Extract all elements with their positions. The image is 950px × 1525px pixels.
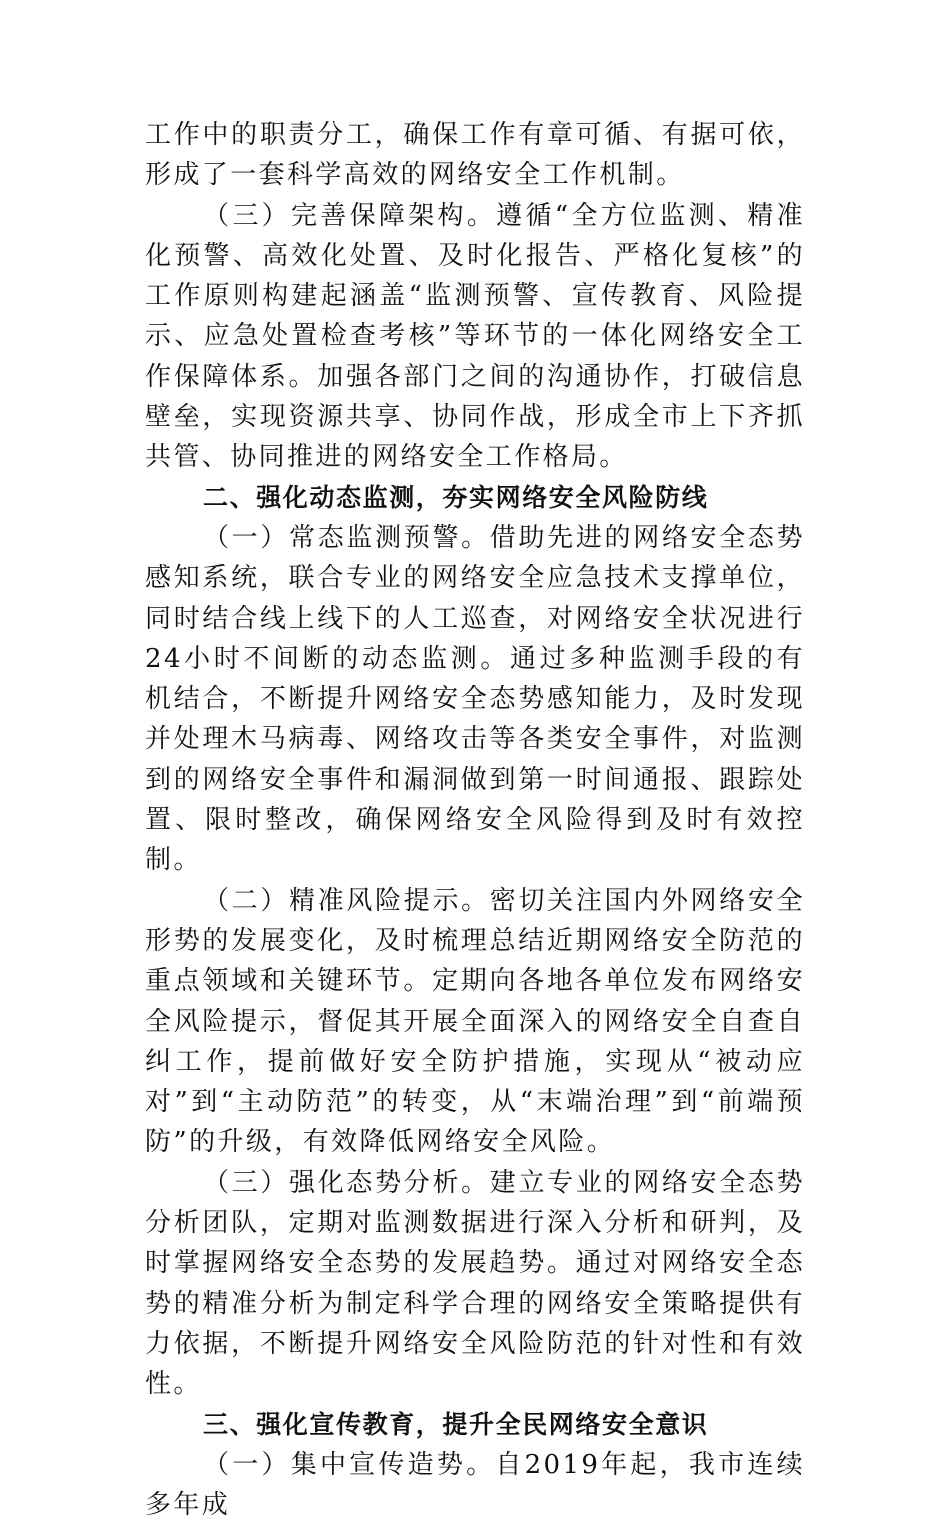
- section-heading-publicity-education: 三、强化宣传教育，提升全民网络安全意识: [203, 1409, 709, 1439]
- paragraph-centralized-publicity: （一）集中宣传造势。自2019年起，我市连续多年成: [145, 1449, 805, 1521]
- paragraph-routine-monitoring: （一）常态监测预警。借助先进的网络安全态势感知系统，联合专业的网络安全应急技术支撑单位，同时结合线上线下的人工巡查，对网络安全状况进行24小时不间断的动态监测。通过多种监测手段的有机结合，不断提升网络安全态势感知能力，及时发现并处理木马病毒、网络攻击等各类安全事件，对监测到的网络安全事件和漏洞做到第一时间通报、跟踪处置、限时整改，确保网络安全风险得到及时有效控制。: [145, 522, 805, 876]
- document-page: [145, 115, 805, 1525]
- paragraph-risk-alerts: （二）精准风险提示。密切关注国内外网络安全形势的发展变化，及时梳理总结近期网络安全防范的重点领域和关键环节。定期向各地各单位发布网络安全风险提示，督促其开展全面深入的网络安全自查自纠工作，提前做好安全防护措施，实现从“被动应对”到“主动防范”的转变，从“末端治理”到“前端预防”的升级，有效降低网络安全风险。: [145, 885, 805, 1158]
- paragraph-guarantee-framework: （三）完善保障架构。遵循“全方位监测、精准化预警、高效化处置、及时化报告、严格化复核”的工作原则构建起涵盖“监测预警、宣传教育、风险提示、应急处置检查考核”等环节的一体化网络安全工作保障体系。加强各部门之间的沟通协作，打破信息壁垒，实现资源共享、协同作战，形成全市上下齐抓共管、协同推进的网络安全工作格局。: [145, 200, 805, 473]
- paragraph-situation-analysis: （三）强化态势分析。建立专业的网络安全态势分析团队，定期对监测数据进行深入分析和研判，及时掌握网络安全态势的发展趋势。通过对网络安全态势的精准分析为制定科学合理的网络安全策略提供有力依据，不断提升网络安全风险防范的针对性和有效性。: [145, 1167, 805, 1400]
- paragraph-mechanism-continuation: 工作中的职责分工，确保工作有章可循、有据可依，形成了一套科学高效的网络安全工作机制。: [145, 120, 805, 191]
- section-heading-dynamic-monitoring: 二、强化动态监测，夯实网络安全风险防线: [203, 482, 709, 512]
